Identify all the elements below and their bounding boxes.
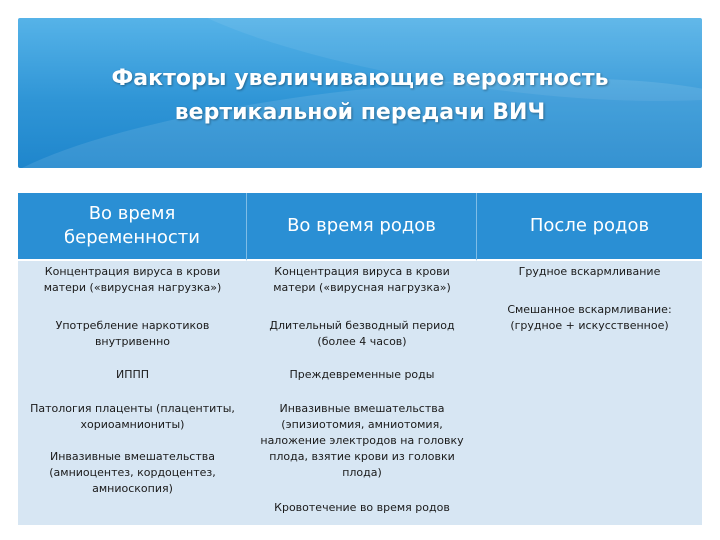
slide-title-line-2: вертикальной передачи ВИЧ (174, 100, 546, 125)
column-delivery (247, 193, 477, 525)
column-pregnancy (18, 193, 247, 525)
pregnancy-factor-1: Концентрация вируса в крови матери («вирусная нагрузка») (43, 265, 222, 294)
postpartum-factor-1: Грудное вскармливание (518, 265, 661, 278)
column-postpartum (477, 193, 702, 525)
header-postpartum: После родов (477, 193, 702, 261)
delivery-factor-4: Инвазивные вмешательства (эпизиотомия, амниотомия, наложение электродов на головку плода, взятие крови из головки плода) (260, 402, 464, 479)
delivery-factor-2: Длительный безводный период (более 4 часов) (269, 319, 455, 348)
pregnancy-factor-2: Употребление наркотиков внутривенно (55, 319, 210, 348)
header-delivery: Во время родов (247, 193, 477, 261)
title-banner (18, 18, 702, 168)
factors-table (18, 193, 702, 525)
pregnancy-factor-3: ИППП (115, 368, 150, 381)
slide-title (18, 62, 702, 130)
slide-title-line-1: Факторы увеличивающие вероятность (111, 66, 609, 91)
pregnancy-factor-5: Инвазивные вмешательства (амниоцентез, кордоцентез, амниоскопия) (49, 450, 216, 495)
delivery-factor-5: Кровотечение во время родов (274, 501, 450, 514)
delivery-factor-1: Концентрация вируса в крови матери («вирусная нагрузка») (273, 265, 451, 294)
delivery-factor-3: Преждевременные роды (289, 368, 435, 381)
postpartum-factor-2: Смешанное вскармливание: (грудное + искусственное) (507, 303, 672, 332)
pregnancy-factor-4: Патология плаценты (плацентиты, хориоамниониты) (30, 402, 235, 431)
header-pregnancy: Во время беременности (18, 193, 247, 261)
